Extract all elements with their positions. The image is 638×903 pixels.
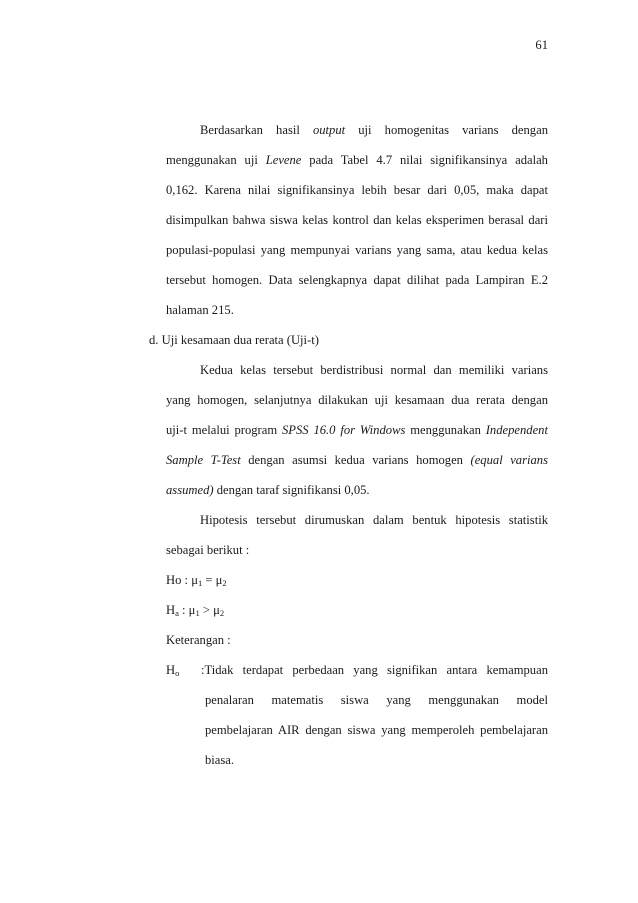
keterangan-def-line-3: pembelajaran AIR dengan siswa yang memperoleh pembelajaran bbox=[205, 723, 548, 737]
page-number: 61 bbox=[535, 38, 548, 52]
para2-line-2: yang homogen, selanjutnya dilakukan uji kesamaan dua rerata dengan bbox=[166, 393, 548, 407]
section-heading: d. Uji kesamaan dua rerata (Uji-t) bbox=[149, 333, 319, 347]
keterangan-label: Keterangan : bbox=[166, 633, 231, 647]
para1-line-7: halaman 215. bbox=[166, 303, 234, 317]
para1-line-4: disimpulkan bahwa siswa kelas kontrol dan kelas eksperimen berasal dari bbox=[166, 213, 548, 227]
para1-line-5: populasi-populasi yang mempunyai varians yang sama, atau kedua kelas bbox=[166, 243, 548, 257]
hypothesis-h0: Ho : μ1 = μ2 bbox=[166, 573, 227, 588]
para2-line-4: Sample T-Test dengan asumsi kedua varians homogen (equal varians bbox=[166, 453, 548, 467]
para2-line-1: Kedua kelas tersebut berdistribusi normal dan memiliki varians bbox=[200, 363, 548, 377]
para2-line-5: assumed) dengan taraf signifikansi 0,05. bbox=[166, 483, 370, 497]
para1-line-1: Berdasarkan hasil output uji homogenitas varians dengan bbox=[200, 123, 548, 137]
keterangan-term: Ho bbox=[166, 663, 180, 678]
para3-line-1: Hipotesis tersebut dirumuskan dalam bentuk hipotesis statistik bbox=[200, 513, 548, 527]
keterangan-def-line-2: penalaran matematis siswa yang menggunakan model bbox=[205, 693, 548, 707]
keterangan-def-line-4: biasa. bbox=[205, 753, 235, 767]
para1-line-2: menggunakan uji Levene pada Tabel 4.7 nilai signifikansinya adalah bbox=[166, 153, 548, 167]
keterangan-def-line-1: :Tidak terdapat perbedaan yang signifikan antara kemampuan bbox=[201, 663, 548, 677]
para3-line-2: sebagai berikut : bbox=[166, 543, 250, 557]
para1-line-3: 0,162. Karena nilai signifikansinya lebih besar dari 0,05, maka dapat bbox=[166, 183, 548, 197]
para2-line-3: uji-t melalui program SPSS 16.0 for Windows menggunakan Independent bbox=[166, 423, 548, 437]
para1-line-6: tersebut homogen. Data selengkapnya dapat dilihat pada Lampiran E.2 bbox=[166, 273, 548, 287]
hypothesis-ha: Ha : μ1 > μ2 bbox=[166, 603, 225, 618]
